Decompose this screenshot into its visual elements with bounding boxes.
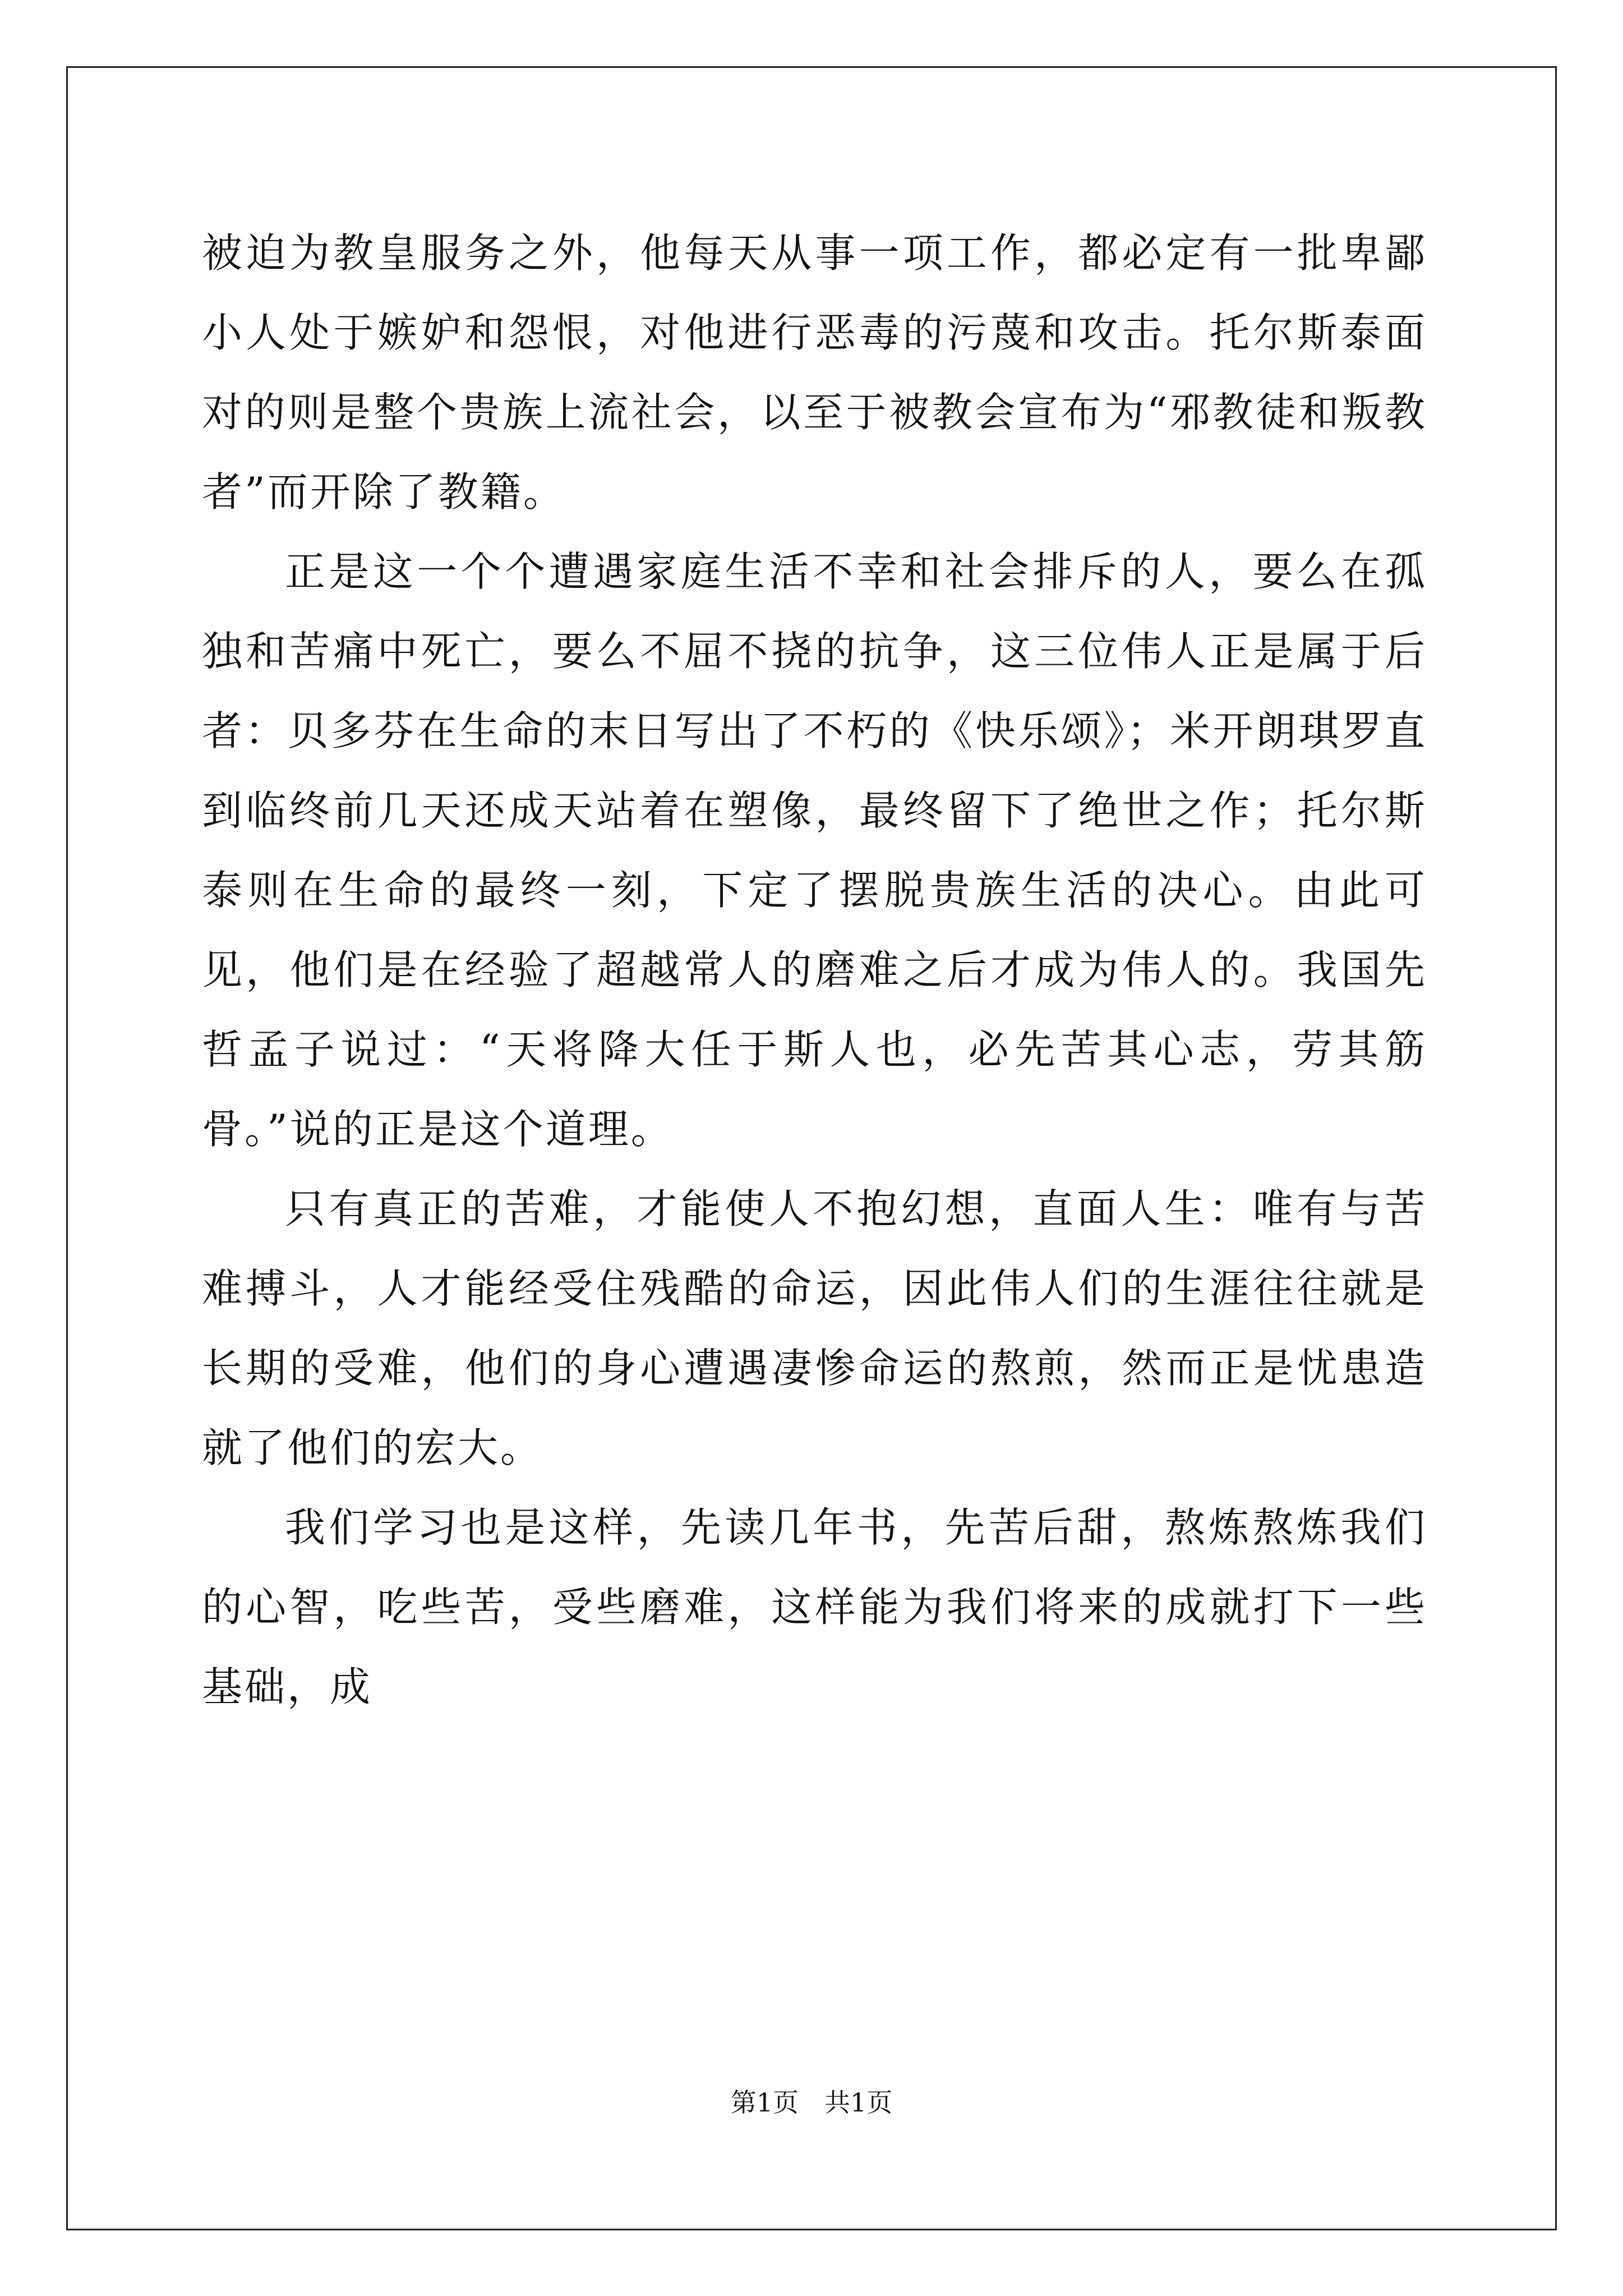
paragraph-3: 只有真正的苦难，才能使人不抱幻想，直面人生：唯有与苦难搏斗，人才能经受住残酷的命运，因此伟人们的生涯往往就是长期的受难，他们的身心遭遇凄惨命运的熬煎，然而正是忧患造就了他们的宏大。	[202, 1185, 1427, 1471]
page-number-footer: 第1页 共1页	[730, 2087, 893, 2118]
paragraph-2: 正是这一个个遭遇家庭生活不幸和社会排斥的人，要么在孤独和苦痛中死亡，要么不屈不挠的抗争，这三位伟人正是属于后者：贝多芬在生命的末日写出了不朽的《快乐颂》；米开朗琪罗直到临终前几天还成天站着在塑像，最终留下了绝世之作；托尔斯泰则在生命的最终一刻，下定了摆脱贵族生活的决心。由此可见，他们是在经验了超越常人的磨难之后才成为伟人的。我国先哲孟子说过：“天将降大任于斯人也，必先苦其心志，劳其筋骨。”说的正是这个道理。	[202, 548, 1427, 1153]
paragraph-4: 我们学习也是这样，先读几年书，先苦后甜，熬炼熬炼我们的心智，吃些苦，受些磨难，这样能为我们将来的成就打下一些基础，成	[202, 1504, 1427, 1710]
document-body	[202, 213, 1427, 1727]
paragraph-1: 被迫为教皇服务之外，他每天从事一项工作，都必定有一批卑鄙小人处于嫉妒和怨恨，对他进行恶毒的污蔑和攻击。托尔斯泰面对的则是整个贵族上流社会，以至于被教会宣布为“邪教徒和叛教者”而开除了教籍。	[202, 229, 1427, 516]
